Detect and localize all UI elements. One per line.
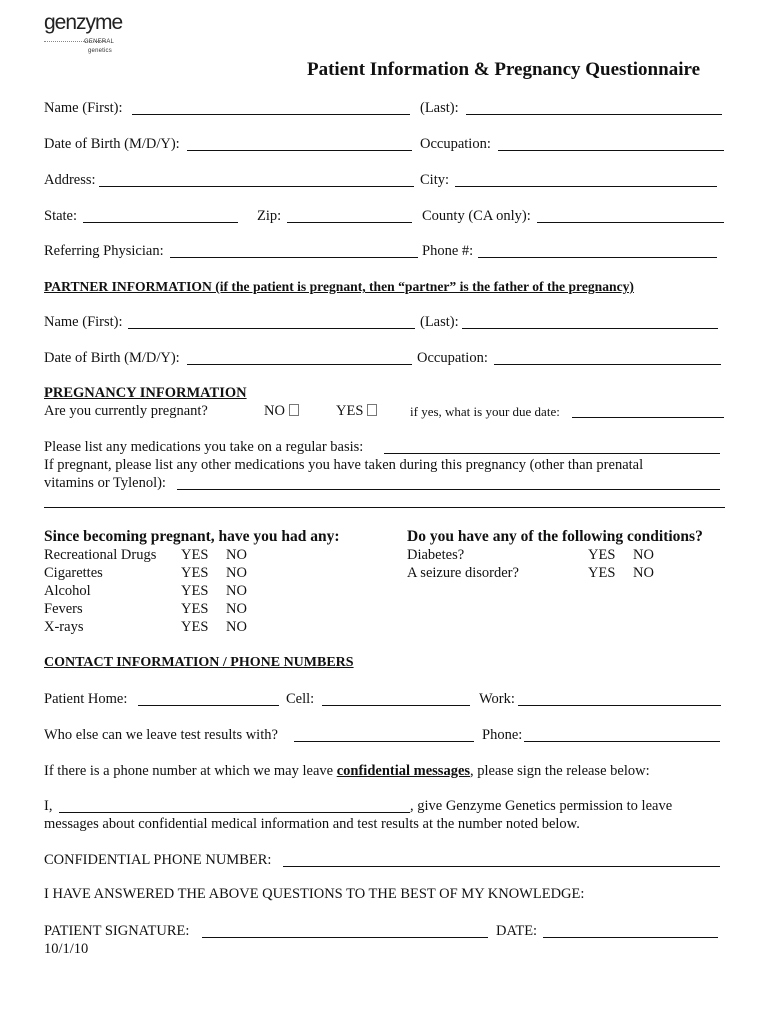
patient-home-label: Patient Home: xyxy=(44,691,128,707)
exposure-label: Recreational Drugs xyxy=(44,547,157,563)
exposure-yes-option[interactable]: YES xyxy=(181,583,209,599)
logo-wordmark: genzyme xyxy=(44,11,123,34)
logo-line1: GENERAL xyxy=(84,39,115,45)
confidential-pre: If there is a phone number at which we may leave xyxy=(44,763,337,779)
logo-line2: genetics xyxy=(88,48,112,54)
pregnancy-meds-label-2: vitamins or Tylenol): xyxy=(44,475,166,491)
first-name-field[interactable] xyxy=(132,114,410,115)
exposure-label: X-rays xyxy=(44,619,84,635)
confidential-instructions xyxy=(44,762,650,780)
cell-label: Cell: xyxy=(286,691,315,707)
address-label: Address: xyxy=(44,172,96,188)
address-field[interactable] xyxy=(99,186,414,187)
release-permission-1: , give Genzyme Genetics permission to leave xyxy=(410,798,673,814)
condition-label: A seizure disorder? xyxy=(407,565,519,581)
date-field[interactable] xyxy=(543,937,718,938)
last-name-field[interactable] xyxy=(466,114,722,115)
partner-last-name-label: (Last): xyxy=(420,314,459,330)
state-label: State: xyxy=(44,208,78,224)
partner-last-name-field[interactable] xyxy=(462,328,718,329)
confidential-phone-field[interactable] xyxy=(283,866,720,867)
patient-home-field[interactable] xyxy=(138,705,279,706)
condition-label: Diabetes? xyxy=(407,547,465,563)
exposure-no-option[interactable]: NO xyxy=(226,583,247,599)
signature-field[interactable] xyxy=(202,937,488,938)
partner-first-name-label: Name (First): xyxy=(44,314,123,330)
partner-heading: PARTNER INFORMATION (if the patient is pregnant, then “partner” is the father of the pregnancy) xyxy=(44,279,634,294)
physician-label: Referring Physician: xyxy=(44,243,164,259)
pregnancy-meds-field[interactable] xyxy=(177,489,720,490)
exposure-yes-option[interactable]: YES xyxy=(181,619,209,635)
conditions-heading: Do you have any of the following conditions? xyxy=(407,528,703,545)
exposure-no-option[interactable]: NO xyxy=(226,601,247,617)
exposure-no-option[interactable]: NO xyxy=(226,565,247,581)
exposure-yes-option[interactable]: YES xyxy=(181,547,209,563)
partner-dob-field[interactable] xyxy=(187,364,412,365)
attestation-text: I HAVE ANSWERED THE ABOVE QUESTIONS TO THE BEST OF MY KNOWLEDGE: xyxy=(44,886,585,902)
contact-heading: CONTACT INFORMATION / PHONE NUMBERS xyxy=(44,655,354,670)
pregnancy-heading: PREGNANCY INFORMATION xyxy=(44,385,247,401)
last-name-label: (Last): xyxy=(420,100,459,116)
who-else-phone-field[interactable] xyxy=(524,741,720,742)
pregnant-question: Are you currently pregnant? xyxy=(44,403,208,419)
dob-field[interactable] xyxy=(187,150,412,151)
pregnant-yes-checkbox[interactable] xyxy=(367,404,377,416)
due-date-label: if yes, what is your due date: xyxy=(410,404,560,419)
exposures-heading: Since becoming pregnant, have you had any: xyxy=(44,528,340,545)
cell-field[interactable] xyxy=(322,705,470,706)
city-label: City: xyxy=(420,172,450,188)
exposure-label: Cigarettes xyxy=(44,565,103,581)
phone-field[interactable] xyxy=(478,257,717,258)
physician-field[interactable] xyxy=(170,257,418,258)
county-field[interactable] xyxy=(537,222,724,223)
pregnant-no-label: NO xyxy=(264,403,285,419)
release-name-field[interactable] xyxy=(59,812,410,813)
phone-label: Phone #: xyxy=(422,243,474,259)
condition-no-option[interactable]: NO xyxy=(633,547,654,563)
confidential-post: , please sign the release below: xyxy=(470,763,650,779)
due-date-field[interactable] xyxy=(572,417,724,418)
confidential-emphasis: confidential messages xyxy=(336,763,471,779)
signature-label: PATIENT SIGNATURE: xyxy=(44,923,190,939)
dob-label: Date of Birth (M/D/Y): xyxy=(44,136,180,152)
pregnant-yes-option[interactable] xyxy=(336,402,377,420)
exposure-no-option[interactable]: NO xyxy=(226,547,247,563)
regular-meds-field[interactable] xyxy=(384,453,720,454)
work-field[interactable] xyxy=(518,705,721,706)
who-else-phone-label: Phone: xyxy=(482,727,523,743)
condition-no-option[interactable]: NO xyxy=(633,565,654,581)
release-permission-2: messages about confidential medical information and test results at the number noted below. xyxy=(44,816,580,832)
release-i-label: I, xyxy=(44,798,53,814)
exposure-label: Fevers xyxy=(44,601,83,617)
partner-dob-label: Date of Birth (M/D/Y): xyxy=(44,350,180,366)
pregnant-no-option[interactable] xyxy=(264,402,299,420)
partner-first-name-field[interactable] xyxy=(128,328,415,329)
work-label: Work: xyxy=(479,691,515,707)
date-label: DATE: xyxy=(496,923,538,939)
confidential-phone-label: CONFIDENTIAL PHONE NUMBER: xyxy=(44,852,272,868)
regular-meds-label: Please list any medications you take on a regular basis: xyxy=(44,439,364,455)
exposure-yes-option[interactable]: YES xyxy=(181,601,209,617)
pregnant-yes-label: YES xyxy=(336,403,364,419)
first-name-label: Name (First): xyxy=(44,100,123,116)
partner-occupation-label: Occupation: xyxy=(417,350,488,366)
zip-label: Zip: xyxy=(257,208,282,224)
partner-occupation-field[interactable] xyxy=(494,364,721,365)
zip-field[interactable] xyxy=(287,222,412,223)
condition-yes-option[interactable]: YES xyxy=(588,565,616,581)
who-else-field[interactable] xyxy=(294,741,474,742)
county-label: County (CA only): xyxy=(422,208,531,224)
pregnant-no-checkbox[interactable] xyxy=(289,404,299,416)
occupation-field[interactable] xyxy=(498,150,724,151)
city-field[interactable] xyxy=(455,186,717,187)
pregnancy-meds-label-1: If pregnant, please list any other medications you have taken during this pregnancy (other than prenatal xyxy=(44,457,644,473)
who-else-label: Who else can we leave test results with? xyxy=(44,727,278,743)
pregnancy-meds-field-extra[interactable] xyxy=(44,507,725,508)
occupation-label: Occupation: xyxy=(420,136,491,152)
state-field[interactable] xyxy=(83,222,238,223)
exposure-no-option[interactable]: NO xyxy=(226,619,247,635)
page-title: Patient Information & Pregnancy Questionnaire xyxy=(307,59,700,80)
exposure-yes-option[interactable]: YES xyxy=(181,565,209,581)
revision-date: 10/1/10 xyxy=(44,941,89,957)
condition-yes-option[interactable]: YES xyxy=(588,547,616,563)
exposure-label: Alcohol xyxy=(44,583,91,599)
